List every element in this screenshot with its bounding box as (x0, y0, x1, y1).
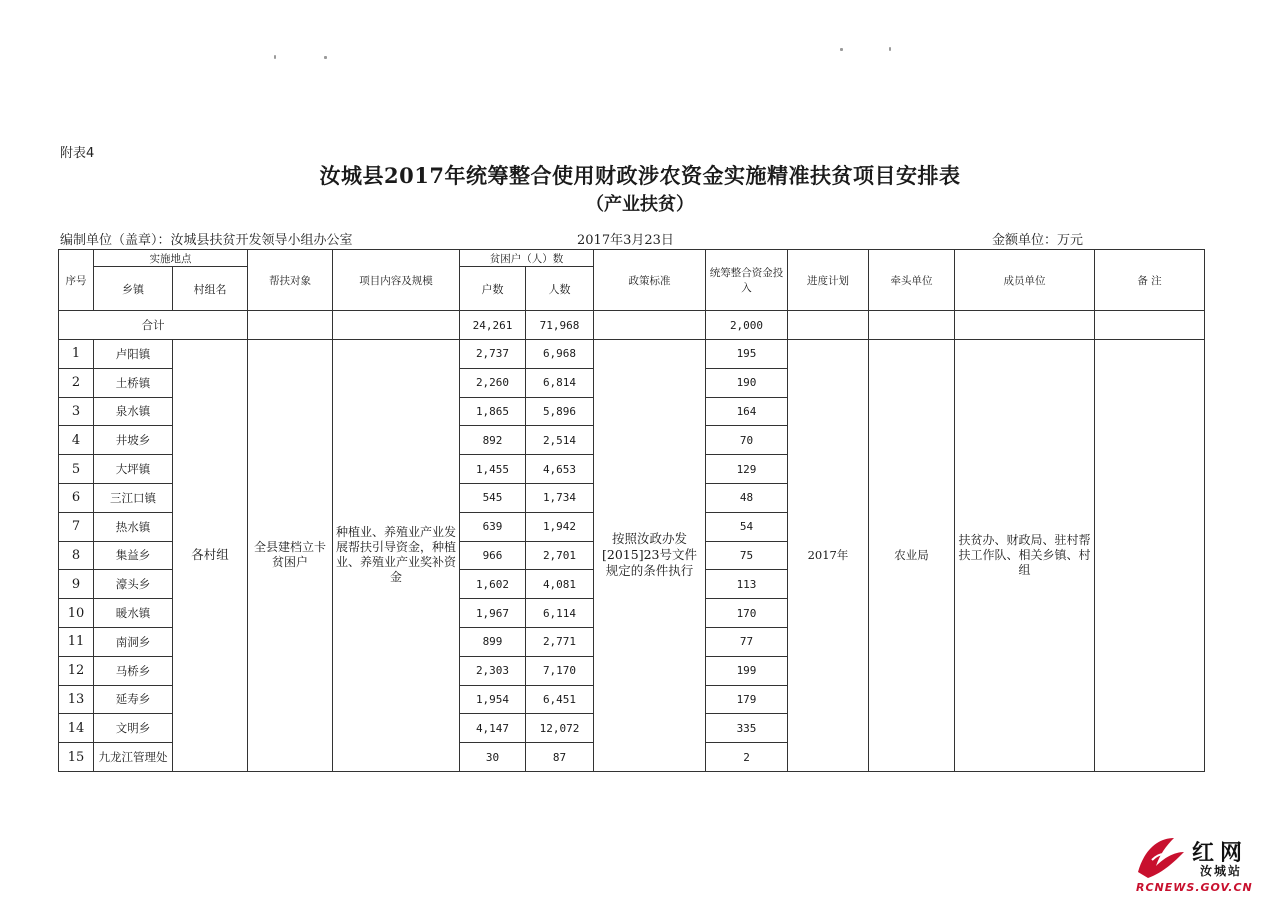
header-persons: 人数 (526, 267, 594, 311)
row-persons: 87 (526, 743, 594, 772)
row-town: 文明乡 (94, 714, 173, 743)
row-town: 濠头乡 (94, 570, 173, 599)
row-seq: 13 (59, 685, 94, 714)
header-lead-unit: 牵头单位 (869, 250, 955, 311)
row-households: 1,602 (460, 570, 526, 599)
header-seq: 序号 (59, 250, 94, 311)
row-households: 545 (460, 483, 526, 512)
annex-label: 附表4 (60, 146, 95, 161)
row-funds: 70 (706, 426, 788, 455)
shared-content: 种植业、养殖业产业发展帮扶引导资金，种植业、养殖业产业奖补资金 (333, 340, 460, 772)
row-town: 三江口镇 (94, 483, 173, 512)
total-row (59, 311, 1205, 340)
row-households: 1,967 (460, 599, 526, 628)
header-target: 帮扶对象 (248, 250, 333, 311)
row-town: 井坡乡 (94, 426, 173, 455)
row-persons: 6,968 (526, 340, 594, 369)
row-households: 892 (460, 426, 526, 455)
header-funds: 统筹整合资金投入 (706, 250, 788, 311)
data-rows (59, 340, 1205, 772)
row-seq: 15 (59, 743, 94, 772)
row-seq: 9 (59, 570, 94, 599)
header-members: 成员单位 (955, 250, 1095, 311)
row-town: 集益乡 (94, 541, 173, 570)
total-cell-empty (955, 311, 1095, 340)
row-households: 1,865 (460, 397, 526, 426)
row-town: 暖水镇 (94, 599, 173, 628)
total-households: 24,261 (460, 311, 526, 340)
row-seq: 8 (59, 541, 94, 570)
row-funds: 77 (706, 627, 788, 656)
total-label: 合计 (59, 311, 248, 340)
row-persons: 2,701 (526, 541, 594, 570)
row-funds: 2 (706, 743, 788, 772)
header-village-group: 村组名 (173, 267, 248, 311)
scan-speck (274, 55, 276, 59)
row-town: 土桥镇 (94, 368, 173, 397)
row-funds: 54 (706, 512, 788, 541)
row-seq: 12 (59, 656, 94, 685)
header-location: 实施地点 (94, 250, 248, 267)
row-seq: 3 (59, 397, 94, 426)
row-persons: 6,114 (526, 599, 594, 628)
shared-progress: 2017年 (788, 340, 869, 772)
row-town: 泉水镇 (94, 397, 173, 426)
header-poor: 贫困户（人）数 (460, 250, 594, 267)
row-town: 热水镇 (94, 512, 173, 541)
shared-target: 全县建档立卡贫困户 (248, 340, 333, 772)
row-households: 4,147 (460, 714, 526, 743)
row-seq: 5 (59, 455, 94, 484)
table-row (59, 340, 1205, 369)
row-households: 1,954 (460, 685, 526, 714)
header-policy: 政策标准 (594, 250, 706, 311)
header-town: 乡镇 (94, 267, 173, 311)
document-date: 2017年3月23日 (577, 233, 674, 248)
row-households: 639 (460, 512, 526, 541)
project-table (58, 249, 1205, 772)
row-households: 899 (460, 627, 526, 656)
row-persons: 2,514 (526, 426, 594, 455)
total-cell-empty (594, 311, 706, 340)
total-cell-empty (248, 311, 333, 340)
red-brush-icon (1130, 832, 1190, 884)
shared-policy: 按照汝政办发[2015]23号文件规定的条件执行 (594, 340, 706, 772)
row-seq: 10 (59, 599, 94, 628)
row-persons: 6,451 (526, 685, 594, 714)
row-seq: 7 (59, 512, 94, 541)
row-town: 大坪镇 (94, 455, 173, 484)
document-title: 汝城县2017年统筹整合使用财政涉农资金实施精准扶贫项目安排表 (319, 163, 961, 188)
scan-speck (840, 48, 843, 51)
header-remarks: 备 注 (1095, 250, 1205, 311)
row-seq: 2 (59, 368, 94, 397)
row-funds: 113 (706, 570, 788, 599)
row-households: 1,455 (460, 455, 526, 484)
row-seq: 4 (59, 426, 94, 455)
row-funds: 164 (706, 397, 788, 426)
scan-speck (324, 56, 327, 59)
watermark-domain: RCNEWS.GOV.CN (1136, 881, 1253, 894)
row-town: 南洞乡 (94, 627, 173, 656)
total-cell-empty (1095, 311, 1205, 340)
watermark-station: 汝城站 (1200, 864, 1243, 878)
row-seq: 6 (59, 483, 94, 512)
row-seq: 14 (59, 714, 94, 743)
row-persons: 4,081 (526, 570, 594, 599)
row-persons: 1,734 (526, 483, 594, 512)
row-households: 2,737 (460, 340, 526, 369)
row-seq: 11 (59, 627, 94, 656)
row-households: 30 (460, 743, 526, 772)
total-cell-empty (869, 311, 955, 340)
watermark-brand: 红网 (1192, 841, 1249, 866)
row-households: 966 (460, 541, 526, 570)
row-persons: 1,942 (526, 512, 594, 541)
header-households: 户数 (460, 267, 526, 311)
row-funds: 190 (706, 368, 788, 397)
prepared-by: 编制单位（盖章）：汝城县扶贫开发领导小组办公室 (60, 233, 353, 248)
row-persons: 7,170 (526, 656, 594, 685)
row-persons: 2,771 (526, 627, 594, 656)
watermark-logo (1130, 832, 1270, 898)
row-funds: 170 (706, 599, 788, 628)
total-persons: 71,968 (526, 311, 594, 340)
row-funds: 195 (706, 340, 788, 369)
shared-lead-unit: 农业局 (869, 340, 955, 772)
row-persons: 5,896 (526, 397, 594, 426)
header-row-top (59, 250, 1205, 267)
header-content: 项目内容及规模 (333, 250, 460, 311)
scan-speck (889, 47, 891, 51)
row-funds: 179 (706, 685, 788, 714)
document-subtitle: （产业扶贫） (586, 194, 694, 215)
header-progress: 进度计划 (788, 250, 869, 311)
row-town: 马桥乡 (94, 656, 173, 685)
total-cell-empty (788, 311, 869, 340)
row-funds: 199 (706, 656, 788, 685)
row-remarks (1095, 340, 1205, 772)
row-town: 九龙江管理处 (94, 743, 173, 772)
total-funds: 2,000 (706, 311, 788, 340)
row-persons: 6,814 (526, 368, 594, 397)
amount-unit: 金额单位：万元 (992, 233, 1084, 248)
row-funds: 129 (706, 455, 788, 484)
row-funds: 335 (706, 714, 788, 743)
row-persons: 12,072 (526, 714, 594, 743)
row-seq: 1 (59, 340, 94, 369)
row-funds: 75 (706, 541, 788, 570)
row-persons: 4,653 (526, 455, 594, 484)
shared-members: 扶贫办、财政局、驻村帮扶工作队、相关乡镇、村组 (955, 340, 1095, 772)
row-households: 2,260 (460, 368, 526, 397)
row-funds: 48 (706, 483, 788, 512)
total-cell-empty (333, 311, 460, 340)
shared-village-group: 各村组 (173, 340, 248, 772)
row-households: 2,303 (460, 656, 526, 685)
row-town: 卢阳镇 (94, 340, 173, 369)
row-town: 延寿乡 (94, 685, 173, 714)
